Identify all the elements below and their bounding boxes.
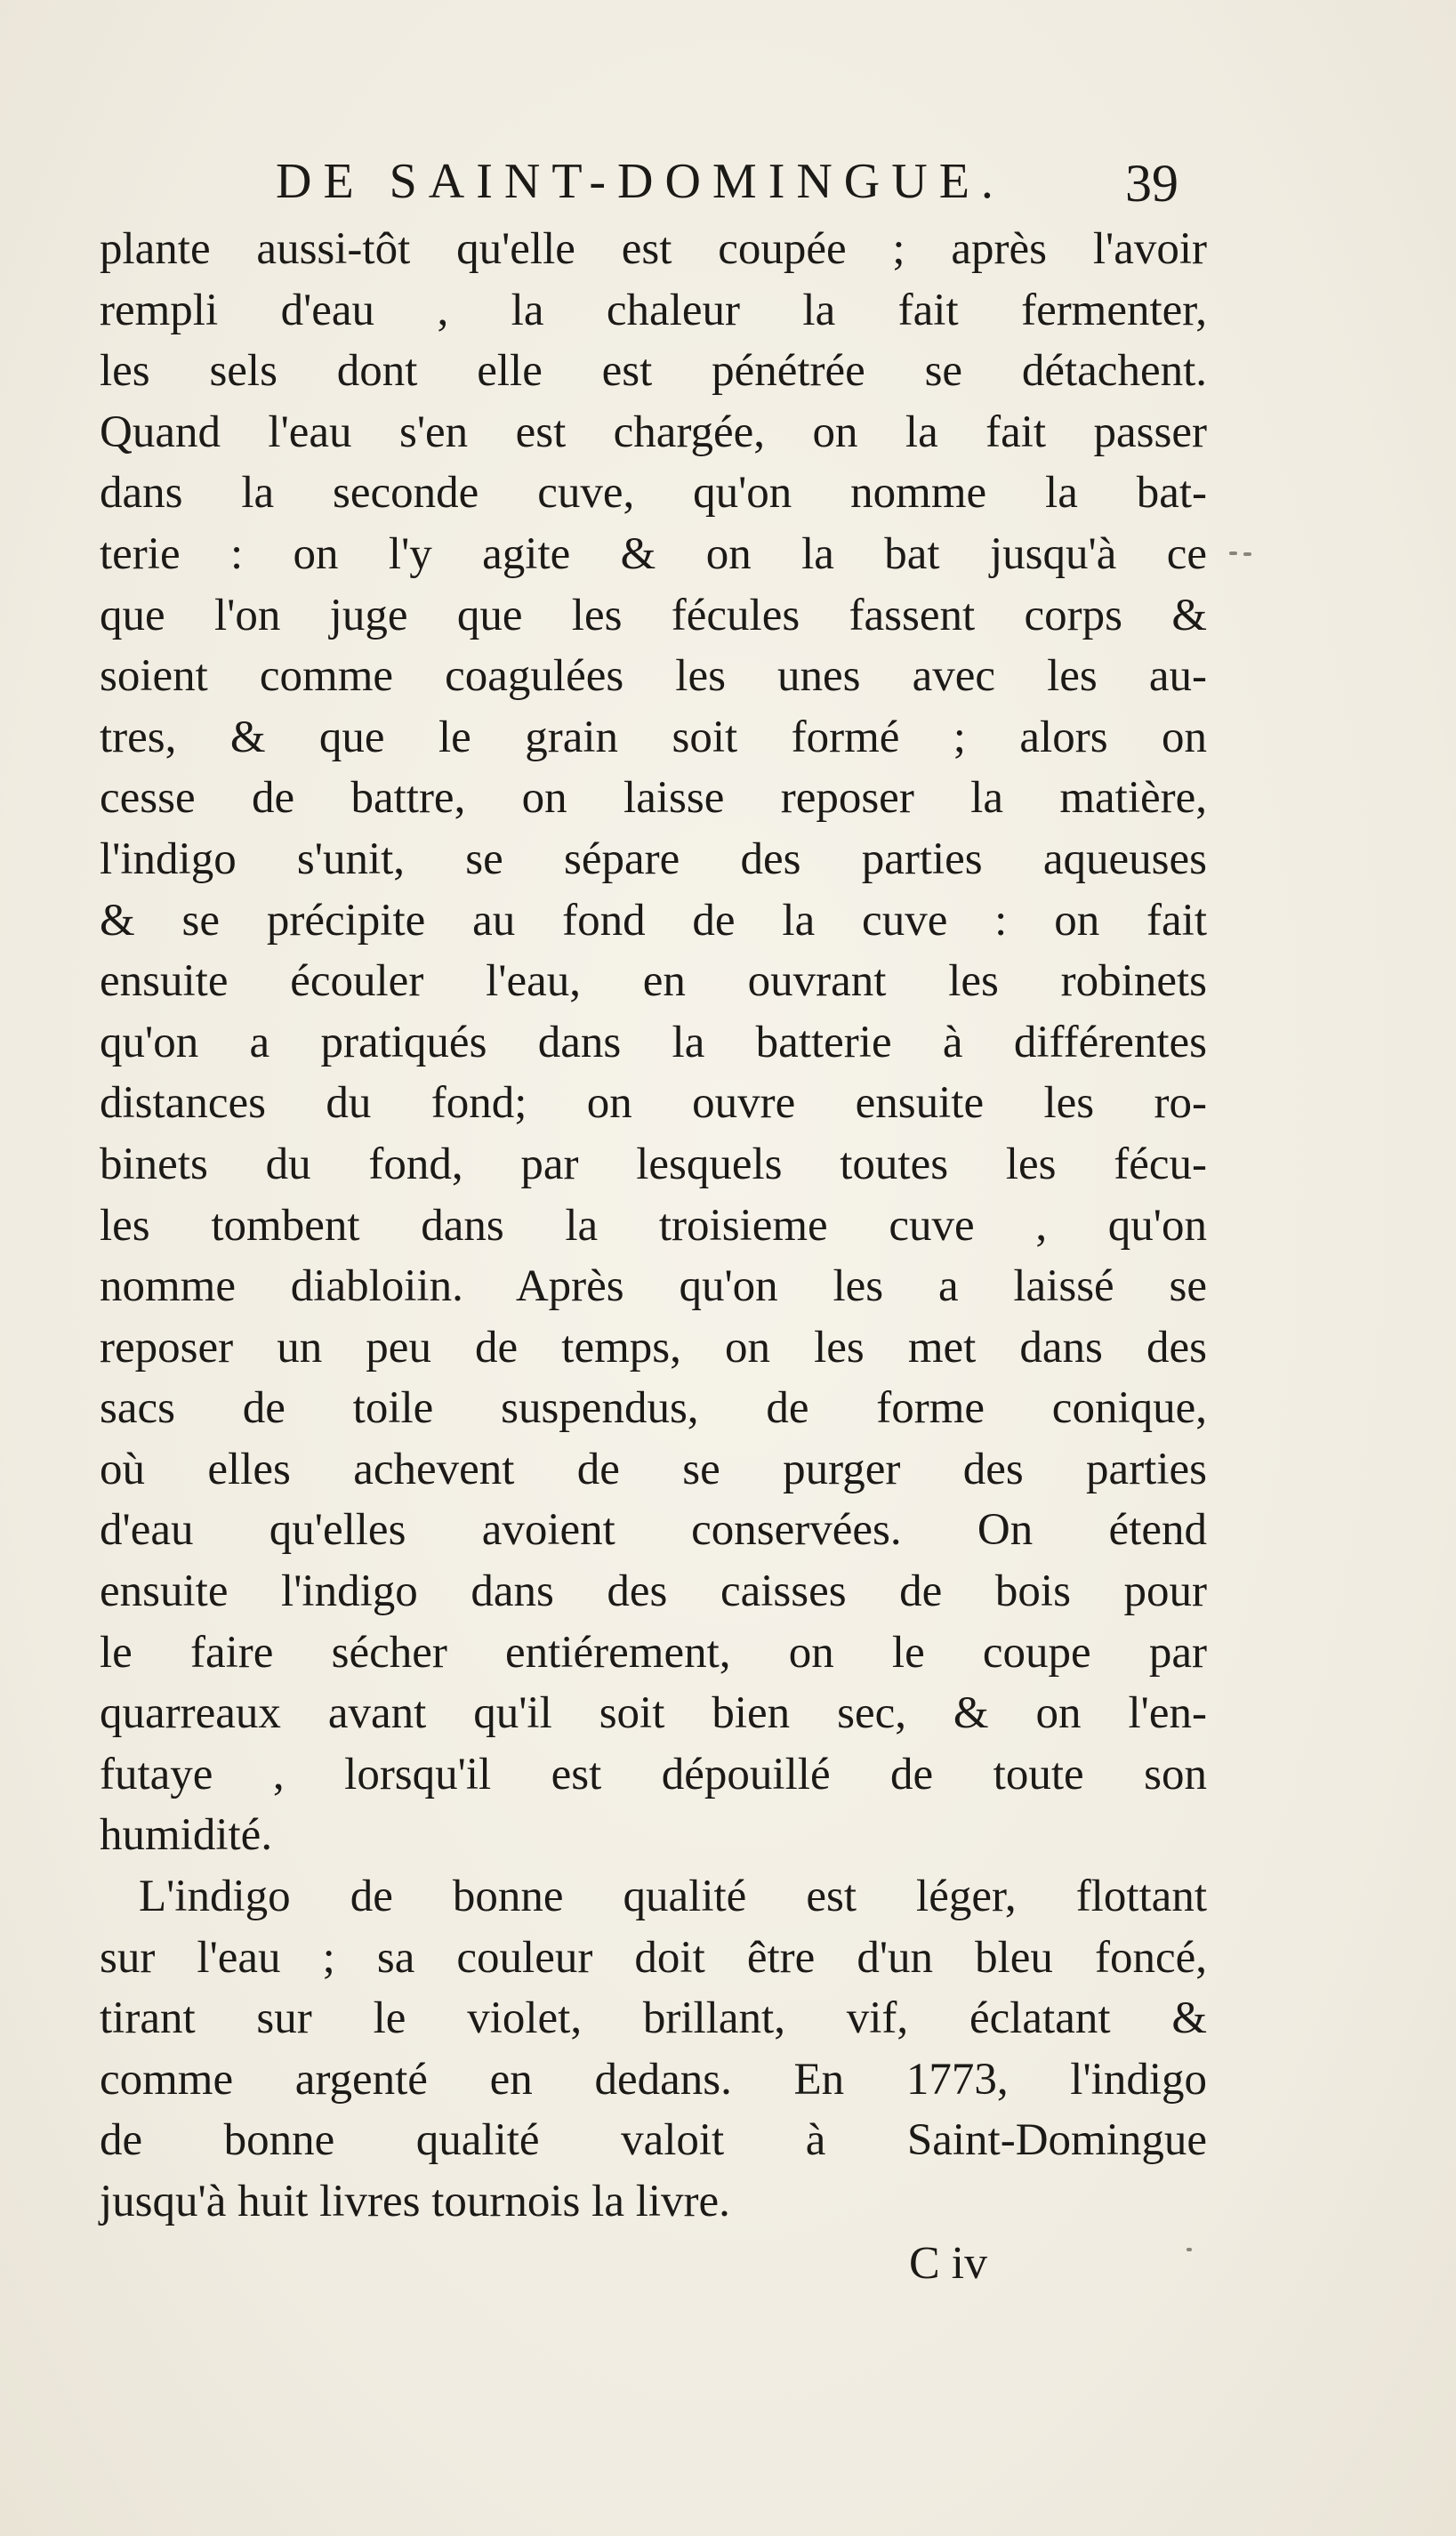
text-line: le faire sécher entiérement, on le coupe par [100, 1627, 1207, 1678]
text-line: sur l'eau ; sa couleur doit être d'un bleu foncé, [100, 1932, 1207, 1983]
text-line: quarreaux avant qu'il soit bien sec, & on l'en- [100, 1688, 1207, 1739]
text-line: binets du fond, par lesquels toutes les fécu- [100, 1139, 1207, 1189]
text-line: plante aussi-tôt qu'elle est coupée ; après l'avoir [100, 224, 1207, 274]
text-line: d'eau qu'elles avoient conservées. On étend [100, 1505, 1207, 1556]
running-title: DE SAINT-DOMINGUE. [276, 154, 1005, 209]
text-line: futaye , lorsqu'il est dépouillé de toute son [100, 1749, 1207, 1799]
text-line: l'indigo s'unit, se sépare des parties aqueuses [100, 833, 1207, 884]
text-line: où elles achevent de se purger des parties [100, 1444, 1207, 1494]
text-line: de bonne qualité valoit à Saint-Domingue [100, 2115, 1207, 2166]
text-line: cesse de battre, on laisse reposer la matière, [100, 773, 1207, 824]
ink-speck [1229, 551, 1237, 555]
text-line: reposer un peu de temps, on les met dans des [100, 1322, 1207, 1373]
text-line: nomme diabloiin. Après qu'on les a laissé se [100, 1261, 1207, 1312]
text-line: les tombent dans la troisieme cuve , qu'on [100, 1200, 1207, 1251]
text-line: ensuite l'indigo dans des caisses de bois pour [100, 1566, 1207, 1617]
text-line: que l'on juge que les fécules fassent corps & [100, 590, 1207, 640]
text-line: les sels dont elle est pénétrée se détachent. [100, 346, 1207, 397]
ink-speck [1187, 2248, 1192, 2251]
text-line: L'indigo de bonne qualité est léger, flottant [139, 1872, 1207, 1922]
text-line: distances du fond; on ouvre ensuite les ro- [100, 1078, 1207, 1129]
page-number: 39 [1125, 154, 1178, 213]
running-head [0, 153, 1456, 224]
body-text [100, 219, 1207, 2233]
text-line: ensuite écouler l'eau, en ouvrant les robinets [100, 956, 1207, 1007]
text-line: rempli d'eau , la chaleur la fait fermenter, [100, 285, 1207, 335]
text-line: jusqu'à huit livres tournois la livre. [100, 2177, 730, 2226]
ink-speck [1243, 552, 1251, 556]
text-line: dans la seconde cuve, qu'on nomme la bat- [100, 468, 1207, 519]
text-line: sacs de toile suspendus, de forme conique, [100, 1383, 1207, 1434]
text-line: & se précipite au fond de la cuve : on fait [100, 895, 1207, 946]
text-line: humidité. [100, 1810, 273, 1861]
text-line: tres, & que le grain soit formé ; alors on [100, 712, 1207, 762]
text-line: qu'on a pratiqués dans la batterie à différentes [100, 1017, 1207, 1067]
text-line: tirant sur le violet, brillant, vif, éclatant & [100, 1993, 1207, 2044]
text-line: soient comme coagulées les unes avec les au- [100, 651, 1207, 702]
text-line: comme argenté en dedans. En 1773, l'indigo [100, 2054, 1207, 2105]
signature-mark: C iv [909, 2238, 988, 2289]
text-line: Quand l'eau s'en est chargée, on la fait passer [100, 407, 1207, 457]
text-line: terie : on l'y agite & on la bat jusqu'à ce [100, 528, 1207, 579]
